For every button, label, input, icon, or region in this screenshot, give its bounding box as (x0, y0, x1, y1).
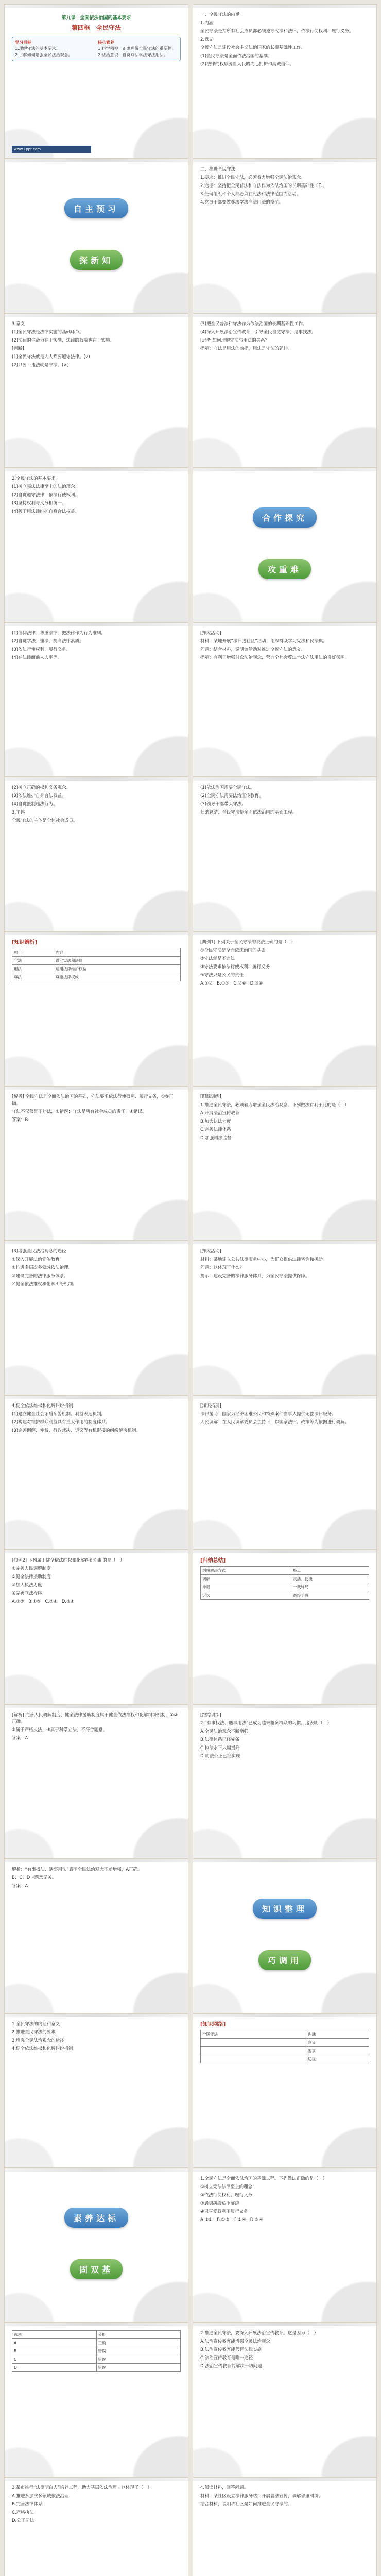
text-line: ①完善人民调解制度 (12, 1566, 51, 1571)
slide (193, 1086, 377, 1241)
banner-pill: 自主预习 (64, 198, 128, 218)
slide (4, 1704, 188, 1859)
table-row (12, 2347, 181, 2355)
section-banner (219, 1942, 351, 1978)
goal-row (15, 52, 178, 58)
slide-content (12, 1403, 181, 1544)
text-line: ②推进多层次多领域依法治理。 (12, 1265, 73, 1270)
slide (4, 2013, 188, 2168)
goal-cell: 1.理解守法的基本要求。 (15, 46, 60, 51)
text-line: C.严格执法 (12, 2510, 34, 2515)
table-cell: 正确 (96, 2339, 181, 2347)
text-line: B.法治宣传教育能代替法律实施 (200, 2347, 262, 2352)
text-line: 1.推进全民守法，必须着力增强全民法治观念。下列做法有利于此的是（ ） (200, 1103, 349, 1108)
data-table (200, 2030, 369, 2063)
table-row (12, 2364, 181, 2372)
table-row (12, 973, 181, 981)
goals-box (12, 37, 181, 61)
banner-pill: 攻重难 (258, 559, 311, 579)
text-line: (1)建立健全社会矛盾预警机制、利益表达机制。 (12, 1412, 106, 1417)
slide-content (200, 1712, 369, 1853)
table-cell: 用法 (12, 965, 54, 973)
text-line: [判断] (12, 346, 24, 351)
text-line: D.法治宣传教育能解决一切问题 (200, 2364, 262, 2369)
table-cell: 内涵 (306, 2030, 369, 2039)
text-line: A.①② B.①③ C.②④ D.③④ (12, 1599, 75, 1604)
data-table (12, 2330, 181, 2372)
slide (4, 1550, 188, 1704)
slide-content (12, 166, 181, 308)
slide-content (12, 1557, 181, 1699)
text-line: ③建设完备的法律服务体系。 (12, 1274, 68, 1279)
text-line: (2)全民守法需要法治宣传教育。 (200, 793, 264, 799)
table-row (201, 1567, 369, 1575)
text-line: 归纳总结：全民守法是全面依法治国的基础工程。 (200, 810, 297, 815)
slide-content (12, 1712, 181, 1853)
table-cell: 错误 (96, 2355, 181, 2364)
goal-row (15, 46, 178, 52)
text-line: 2.推进全民守法，要深入开展法治宣传教育。这是因为（ ） (200, 2331, 319, 2336)
text-line: A.推进多层次多领域依法治理 (12, 2494, 69, 2499)
text-line: 法律援助：国家为经济困难公民和特殊案件当事人提供无偿法律服务。 (200, 1412, 336, 1417)
slide (4, 468, 188, 622)
text-line: 材料：某地建立公共法律服务中心，为群众提供法律咨询和援助。 (200, 1257, 327, 1262)
goal-cell: 2.了解如何增强全民法治观念。 (15, 53, 73, 57)
banner-pill: 合作探究 (253, 507, 317, 528)
text-line: C.执法水平大幅提升 (200, 1745, 240, 1751)
text-line: 二、推进全民守法 (200, 167, 236, 172)
text-line: ③属于严格执法，④属于科学立法，不符合题意。 (12, 1727, 108, 1733)
text-line: 答案：A (12, 1884, 28, 1889)
text-line: [典例1] 下列关于全民守法的说法正确的是（ ） (200, 940, 296, 945)
text-line: 问题：这体现了什么？ (200, 1265, 245, 1270)
slide-content (12, 1248, 181, 1389)
slide-content (12, 1094, 181, 1235)
slide-content (200, 2021, 369, 2162)
data-table (12, 948, 181, 981)
text-line: 材料：某社区设立法律服务站，开展普法宣传，调解邻里纠纷。 (200, 2494, 323, 2499)
section-banner (219, 499, 351, 535)
text-line: 答案：A (12, 1736, 28, 1741)
table-row (201, 1583, 369, 1591)
table-cell: 项目 (12, 948, 54, 957)
text-line: (1)树立宪法法律至上的法治理念。 (12, 484, 80, 489)
text-line: [探究活动] (200, 631, 221, 636)
table-cell: 途径 (306, 2055, 369, 2063)
table-row (201, 2039, 369, 2047)
text-line: 3.主体 (12, 810, 25, 815)
text-line: (4)善于用法律维护自身合法权益。 (12, 509, 80, 514)
text-line: ③加大执法力度 (12, 1583, 42, 1588)
text-line: B.完善法律体系 (12, 2502, 43, 2507)
text-line: (1)信仰法律、尊重法律，把法律作为行为准则。 (12, 631, 106, 636)
table-row (201, 1591, 369, 1600)
section-banner (219, 1890, 351, 1926)
slide (4, 777, 188, 931)
text-line: [知识拓展] (200, 1403, 221, 1409)
text-line: [解析] 全民守法是全面依法治国的基础，守法要求依法行使权利、履行义务，①③正确。 (12, 1094, 174, 1106)
data-table (200, 1566, 369, 1600)
text-line: ③遇到纠纷私下解决 (200, 2201, 239, 2206)
table-caption: [知识网络] (200, 2022, 226, 2027)
text-line: [解析] 完善人民调解制度、健全法律援助制度属于健全依法维权和化解纠纷机制，①②正确。 (12, 1713, 178, 1724)
slide (4, 2323, 188, 2477)
text-line: A.①② B.①③ C.②④ D.③④ (200, 981, 263, 986)
slide (193, 2013, 377, 2168)
slide-content (200, 630, 369, 771)
text-line: 3.增强全民法治观念的途径 (12, 2038, 64, 2043)
text-line: ②守法就是不违法 (200, 956, 235, 961)
section-banner (219, 551, 351, 587)
slide-content (200, 1557, 369, 1699)
slide-content (200, 1867, 369, 2008)
slide (4, 622, 188, 777)
table-row (12, 2339, 181, 2347)
text-line: [跟踪训练] (200, 1094, 221, 1099)
text-line: (2)法律的生命力在于实施，法律的权威也在于实施。 (12, 338, 115, 343)
lesson-title: 第四框 全民守法 (71, 24, 121, 31)
text-line: 1.全民守法的内涵和意义 (12, 2022, 60, 2027)
table-row (12, 2331, 181, 2339)
slide (193, 1704, 377, 1859)
table-cell: 尊重法律权威 (54, 973, 180, 981)
text-line: 提示：有利于增强群众法治观念，营造全社会尊法学法守法用法的良好氛围。 (200, 655, 350, 660)
table-cell: 错误 (96, 2347, 181, 2355)
text-line: 结合材料，说明该社区是如何推进全民守法的。 (200, 2502, 292, 2507)
table-cell: 特点 (291, 1567, 369, 1575)
goal-cell: 1.科学精神：正确理解全民守法的重要性。 (98, 46, 176, 51)
text-line: ①树立宪法法律至上的理念 (200, 2184, 253, 2190)
slide-content (12, 2176, 181, 2317)
slide-content (12, 1867, 181, 2008)
text-line: 1.内涵 (200, 21, 214, 26)
text-line: (3)增强全民法治观念的途径 (12, 1249, 66, 1254)
table-row (12, 957, 181, 965)
slide-content (12, 785, 181, 926)
table-row (12, 965, 181, 973)
text-line: (2)树立正确的权利义务观念。 (12, 785, 71, 790)
slide-content (200, 166, 369, 308)
slide (193, 4, 377, 159)
text-line: 提示：建设完备的法律服务体系，为全民守法提供保障。 (200, 1274, 310, 1279)
text-line: D.公正司法 (12, 2518, 34, 2523)
text-line: (3)完善调解、仲裁、行政裁决、诉讼等有机衔接的纠纷解决机制。 (12, 1428, 141, 1433)
banner-pill: 知识整理 (253, 1899, 317, 1919)
slide (193, 1395, 377, 1550)
text-line: D.加强司法监督 (200, 1136, 232, 1141)
text-line: (1)全民守法就是人人都要遵守法律。(√) (12, 354, 90, 360)
section-banner (30, 2251, 162, 2287)
text-line: ②健全法律援助制度 (12, 1574, 51, 1580)
table-cell: 守法 (12, 957, 54, 965)
table-cell: D (12, 2364, 97, 2372)
slide (4, 159, 188, 313)
slide (4, 1395, 188, 1550)
table-cell: 全民守法 (201, 2030, 306, 2039)
table-cell: 意义 (306, 2039, 369, 2047)
banner-pill: 固双基 (70, 2259, 123, 2279)
table-cell: B (12, 2347, 97, 2355)
goals-head-cell: 学习目标 (15, 40, 31, 45)
table-cell (201, 2047, 306, 2055)
table-row (12, 2355, 181, 2364)
table-row (201, 2055, 369, 2063)
slide-content (200, 12, 369, 153)
table-cell: 仲裁 (201, 1583, 291, 1591)
text-line: [思考]如何理解守法与用法的关系？ (200, 338, 270, 343)
text-line: 人民调解：在人民调解委员会主持下，以国家法律、政策等为依据进行调解。 (200, 1420, 350, 1425)
banner-pill: 探新知 (70, 250, 123, 270)
text-line: 守法不仅仅是不违法，②错误；守法是所有社会成员的责任，④错误。 (12, 1109, 147, 1114)
goals-head-cell: 核心素养 (98, 40, 114, 45)
text-line: [跟踪训练] (200, 1713, 221, 1718)
text-line: 1.要求：推进全民守法，必须着力增强全民法治观念。 (200, 175, 305, 180)
table-caption: [归纳总结] (200, 1558, 226, 1564)
text-line: (2)自觉学法、懂法，提高法律素质。 (12, 639, 84, 644)
text-line: (3)把全民普法和守法作为依法治国的长期基础性工作。 (200, 321, 307, 327)
slide (193, 468, 377, 622)
goals-head (15, 40, 178, 46)
text-line: 3.意义 (12, 321, 25, 327)
text-line: D.司法公正已经实现 (200, 1754, 240, 1759)
table-cell (201, 2055, 306, 2063)
text-line: B.加大执法力度 (200, 1119, 231, 1124)
lesson-unit: 第九课 全面依法治国的基本要求 (61, 15, 131, 21)
slide (193, 931, 377, 1086)
slide (193, 1550, 377, 1704)
text-line: (4)自觉抵制违法行为。 (12, 802, 58, 807)
slide (4, 1241, 188, 1395)
table-cell: 调解 (201, 1575, 291, 1583)
text-line: (2)自觉遵守法律，依法行使权利。 (12, 493, 80, 498)
table-cell: 运用法律维护权益 (54, 965, 180, 973)
text-line: [典例2] 下列属于健全依法维权和化解纠纷机制的是（ ） (12, 1558, 125, 1563)
table-cell: C (12, 2355, 97, 2364)
slide (193, 1859, 377, 2013)
site-logo: www.1ppt.com (12, 146, 91, 153)
text-line: A.全民法治观念不断增强 (200, 1729, 249, 1734)
text-line: ④守法只是公民的责任 (200, 973, 244, 978)
slide-content (12, 476, 181, 617)
table-cell: 错误 (96, 2364, 181, 2372)
slide (193, 622, 377, 777)
table-cell: 选项 (12, 2331, 97, 2339)
text-line: (1)依法治国需要全民守法。 (200, 785, 255, 790)
text-line: 全民守法是指所有社会成员都必须遵守宪法和法律，依法行使权利、履行义务。 (200, 29, 354, 34)
slide-content (12, 12, 181, 153)
slide-content (200, 939, 369, 1080)
text-line: ④只享受权利不履行义务 (200, 2209, 248, 2214)
slide (4, 1086, 188, 1241)
text-line: A.开展法治宣传教育 (200, 1111, 240, 1116)
lesson-header (12, 15, 181, 31)
text-line: ①全民守法是全面依法治国的基础 (200, 948, 266, 953)
text-line: A.法治宣传教育能增强全民法治观念 (200, 2339, 270, 2344)
text-line: B.法律体系已经完备 (200, 1737, 240, 1742)
table-caption: [知识辨析] (12, 940, 38, 945)
table-cell: 遵守宪法和法律 (54, 957, 180, 965)
text-line: 3.任何组织和个人都必须在宪法和法律范围内活动。 (200, 192, 301, 197)
slide (193, 777, 377, 931)
slide (4, 313, 188, 468)
text-line: 2.意义 (200, 37, 214, 42)
slide (4, 2168, 188, 2323)
text-line: 1.全民守法是全面依法治国的基础工程。下列做法正确的是（ ） (200, 2176, 327, 2181)
slide (193, 2323, 377, 2477)
slide-content (12, 939, 181, 1080)
slide-content (12, 321, 181, 462)
text-line: (1)全民守法是法律实施的基础环节。 (12, 330, 84, 335)
text-line: ①深入开展法治宣传教育。 (12, 1257, 64, 1262)
slide-content (200, 321, 369, 462)
table-cell: 分析 (96, 2331, 181, 2339)
table-row (201, 1575, 369, 1583)
text-line: 2.“有事找法、遇事用法”已成为越来越多群众的习惯。这表明（ ） (200, 1721, 332, 1726)
text-line: 答案：B (12, 1117, 28, 1123)
table-cell: 纠纷解决方式 (201, 1567, 291, 1575)
text-line: 2.全民守法的基本要求 (12, 476, 56, 481)
text-line: (2)构建对维护群众利益具有重大作用的制度体系。 (12, 1420, 110, 1425)
section-banner (30, 242, 162, 278)
section-banner (30, 190, 162, 226)
text-line: [探究活动] (200, 1249, 221, 1254)
table-row (201, 2030, 369, 2039)
text-line: (3)依法维护自身合法权益。 (12, 793, 66, 799)
text-line: C.完善法律体系 (200, 1127, 231, 1132)
text-line: 4.党员干部要做尊法学法守法用法的模范。 (200, 200, 284, 205)
slide-content (12, 2485, 181, 2576)
slide-content (200, 2330, 369, 2471)
slide-content (12, 2330, 181, 2471)
text-line: 一、全民守法的内涵 (200, 12, 240, 18)
table-cell: 一裁终局 (291, 1583, 369, 1591)
text-line: 解析：“有事找法、遇事用法”表明全民法治观念不断增强，A正确。 (12, 1867, 142, 1872)
banner-pill: 素养达标 (64, 2208, 128, 2228)
text-line: (3)依法行使权利、履行义务。 (12, 647, 71, 652)
section-banner (30, 2199, 162, 2235)
slide (193, 2168, 377, 2323)
slide (4, 931, 188, 1086)
table-row (201, 2047, 369, 2055)
text-line: 材料：某地开展“法律进社区”活动，组织群众学习宪法和民法典。 (200, 639, 327, 644)
slide (4, 4, 188, 159)
slide-content (200, 476, 369, 617)
text-line: ④健全依法维权和化解纠纷机制。 (12, 1282, 77, 1287)
text-line: C.法治宣传教育是唯一途径 (200, 2355, 253, 2361)
slide-content (200, 1094, 369, 1235)
slide-content (200, 2176, 369, 2317)
text-line: ②依法行使权利、履行义务 (200, 2193, 253, 2198)
goal-cell: 2.法治意识：自觉尊法学法守法用法。 (98, 53, 168, 57)
slide-content (12, 2021, 181, 2162)
text-line: 2.途径：坚持把全民普法和守法作为依法治国的长期基础性工作。 (200, 183, 327, 189)
text-line: (2)只要不违法就是守法。(×) (12, 363, 69, 368)
table-cell: 尊法 (12, 973, 54, 981)
text-line: 2.推进全民守法的要求 (12, 2030, 56, 2035)
text-line: (3)坚持权利与义务相统一。 (12, 501, 66, 506)
text-line: 提示：守法是用法的前提，用法是守法的延伸。 (200, 346, 292, 351)
text-line: 全民守法的主体是全体社会成员。 (12, 818, 78, 823)
text-line: 问题：结合材料，说明该活动对推进全民守法的意义。 (200, 647, 306, 652)
text-line: (4)深入开展法治宣传教育，引导全民自觉守法、遇事找法。 (200, 330, 316, 335)
table-cell: 要求 (306, 2047, 369, 2055)
text-line: (2)法律的权威源自人民的内心拥护和真诚信仰。 (200, 62, 295, 67)
table-cell: A (12, 2339, 97, 2347)
table-cell: 灵活、便捷 (291, 1575, 369, 1583)
slide (193, 2477, 377, 2576)
slide-content (200, 2485, 369, 2576)
table-cell: 内容 (54, 948, 180, 957)
slide (193, 1241, 377, 1395)
text-line: ④完善立法程序 (12, 1591, 42, 1596)
text-line: 3.某市推行“法律明白人”培养工程，助力基层依法治理。这体现了（ ） (12, 2485, 152, 2490)
text-line: B、C、D与题意无关。 (12, 1875, 57, 1880)
text-line: 4.阅读材料，回答问题。 (200, 2485, 249, 2490)
banner-pill: 巧调用 (258, 1950, 311, 1970)
text-line: 4.健全依法维权和化解纠纷机制 (12, 2046, 73, 2052)
slide-grid (4, 4, 377, 2576)
table-cell: 诉讼 (201, 1591, 291, 1600)
text-line: ③守法要求依法行使权利、履行义务 (200, 964, 270, 970)
text-line: A.①② B.①③ C.②④ D.③④ (200, 2217, 263, 2223)
text-line: 全民守法是建设社会主义法治国家的长期基础性工作。 (200, 45, 306, 50)
slide (193, 313, 377, 468)
table-row (12, 948, 181, 957)
table-cell (201, 2039, 306, 2047)
slide-content (200, 1248, 369, 1389)
slide (193, 159, 377, 313)
slide (4, 2477, 188, 2576)
text-line: (3)领导干部带头守法。 (200, 802, 246, 807)
slide-content (12, 630, 181, 771)
slide-content (200, 1403, 369, 1544)
text-line: (1)全民守法是全面依法治国的基础。 (200, 54, 272, 59)
table-cell: 最终手段 (291, 1591, 369, 1600)
slide (4, 1859, 188, 2013)
text-line: (4)在法律面前人人平等。 (12, 655, 62, 660)
text-line: 4.健全依法维权和化解纠纷机制 (12, 1403, 73, 1409)
slide-content (200, 785, 369, 926)
